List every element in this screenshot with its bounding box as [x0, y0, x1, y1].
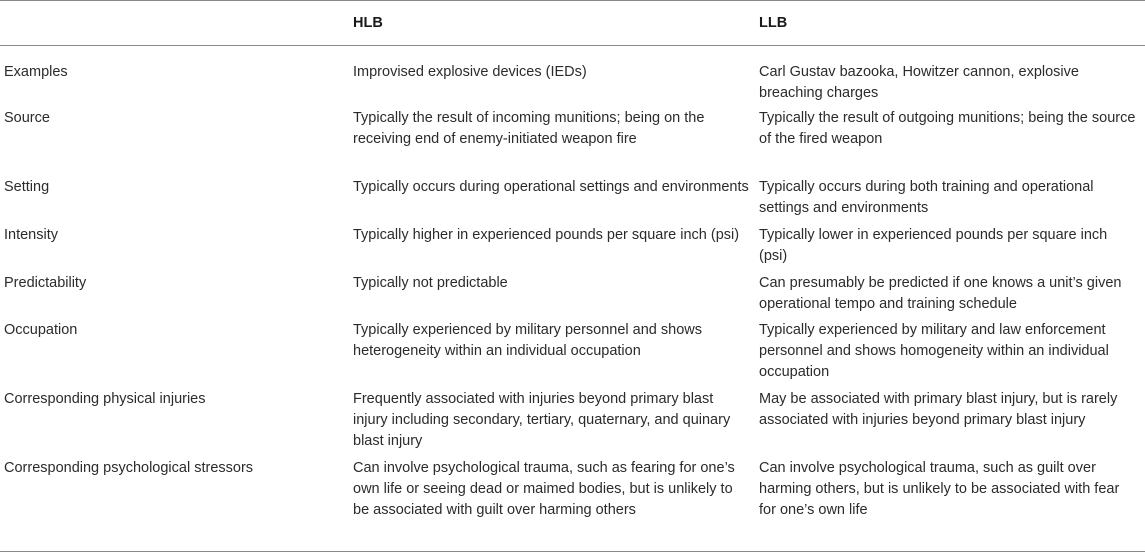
table-body: [0, 46, 1145, 552]
llb-cell: Typically experienced by military and law enforcement personnel and shows homogeneity within an individual occupation: [759, 322, 1109, 380]
table-header: [0, 1, 1145, 46]
table-row: [0, 385, 1145, 454]
hlb-cell: Typically experienced by military personnel and shows heterogeneity within an individual occupation: [353, 322, 702, 359]
llb-cell: Can involve psychological trauma, such as guilt over harming others, but is unlikely to be associated with fear for one’s own life: [756, 454, 1145, 551]
header-llb: LLB: [756, 1, 1145, 46]
row-label: Corresponding physical injuries: [4, 391, 206, 407]
table-row: [0, 316, 1145, 385]
llb-cell: Typically occurs during both training and operational settings and environments: [759, 179, 1094, 216]
llb-cell: Typically the result of outgoing munitions; being the source of the fired weapon: [759, 110, 1136, 147]
table-row: [0, 221, 1145, 269]
hlb-cell: Typically not predictable: [353, 275, 508, 291]
llb-cell: May be associated with primary blast injury, but is rarely associated with injuries beyond primary blast injury: [759, 391, 1118, 428]
llb-cell: Carl Gustav bazooka, Howitzer cannon, explosive breaching charges: [759, 64, 1079, 101]
row-label: Examples: [4, 64, 68, 80]
hlb-cell: Improvised explosive devices (IEDs): [353, 64, 587, 80]
table-row: [0, 46, 1145, 105]
header-blank: [0, 1, 350, 46]
row-label: Corresponding psychological stressors: [0, 454, 350, 551]
row-label: Occupation: [4, 322, 78, 338]
hlb-cell: Typically higher in experienced pounds per square inch (psi): [353, 227, 740, 243]
row-label: Source: [4, 110, 50, 126]
table-row: [0, 173, 1145, 221]
row-label: Intensity: [4, 227, 58, 243]
header-row: [0, 1, 1145, 46]
hlb-cell: Can involve psychological trauma, such as fearing for one’s own life or seeing dead or maimed bodies, but is unlikely to be associated with guilt over harming others: [350, 454, 756, 551]
llb-cell: Typically lower in experienced pounds per square inch (psi): [759, 227, 1108, 264]
header-hlb: HLB: [350, 1, 756, 46]
llb-cell: Can presumably be predicted if one knows a unit’s given operational tempo and training schedule: [759, 275, 1122, 312]
hlb-cell: Typically occurs during operational settings and environments: [353, 179, 749, 195]
table-row: [0, 454, 1145, 551]
row-label: Setting: [4, 179, 50, 195]
hlb-cell: Frequently associated with injuries beyond primary blast injury including secondary, tertiary, quaternary, and quinary blast injury: [353, 391, 731, 449]
hlb-cell: Typically the result of incoming munitions; being on the receiving end of enemy-initiated weapon fire: [353, 110, 705, 147]
row-label: Predictability: [4, 275, 87, 291]
table-row: [0, 269, 1145, 316]
table-row: [0, 104, 1145, 173]
